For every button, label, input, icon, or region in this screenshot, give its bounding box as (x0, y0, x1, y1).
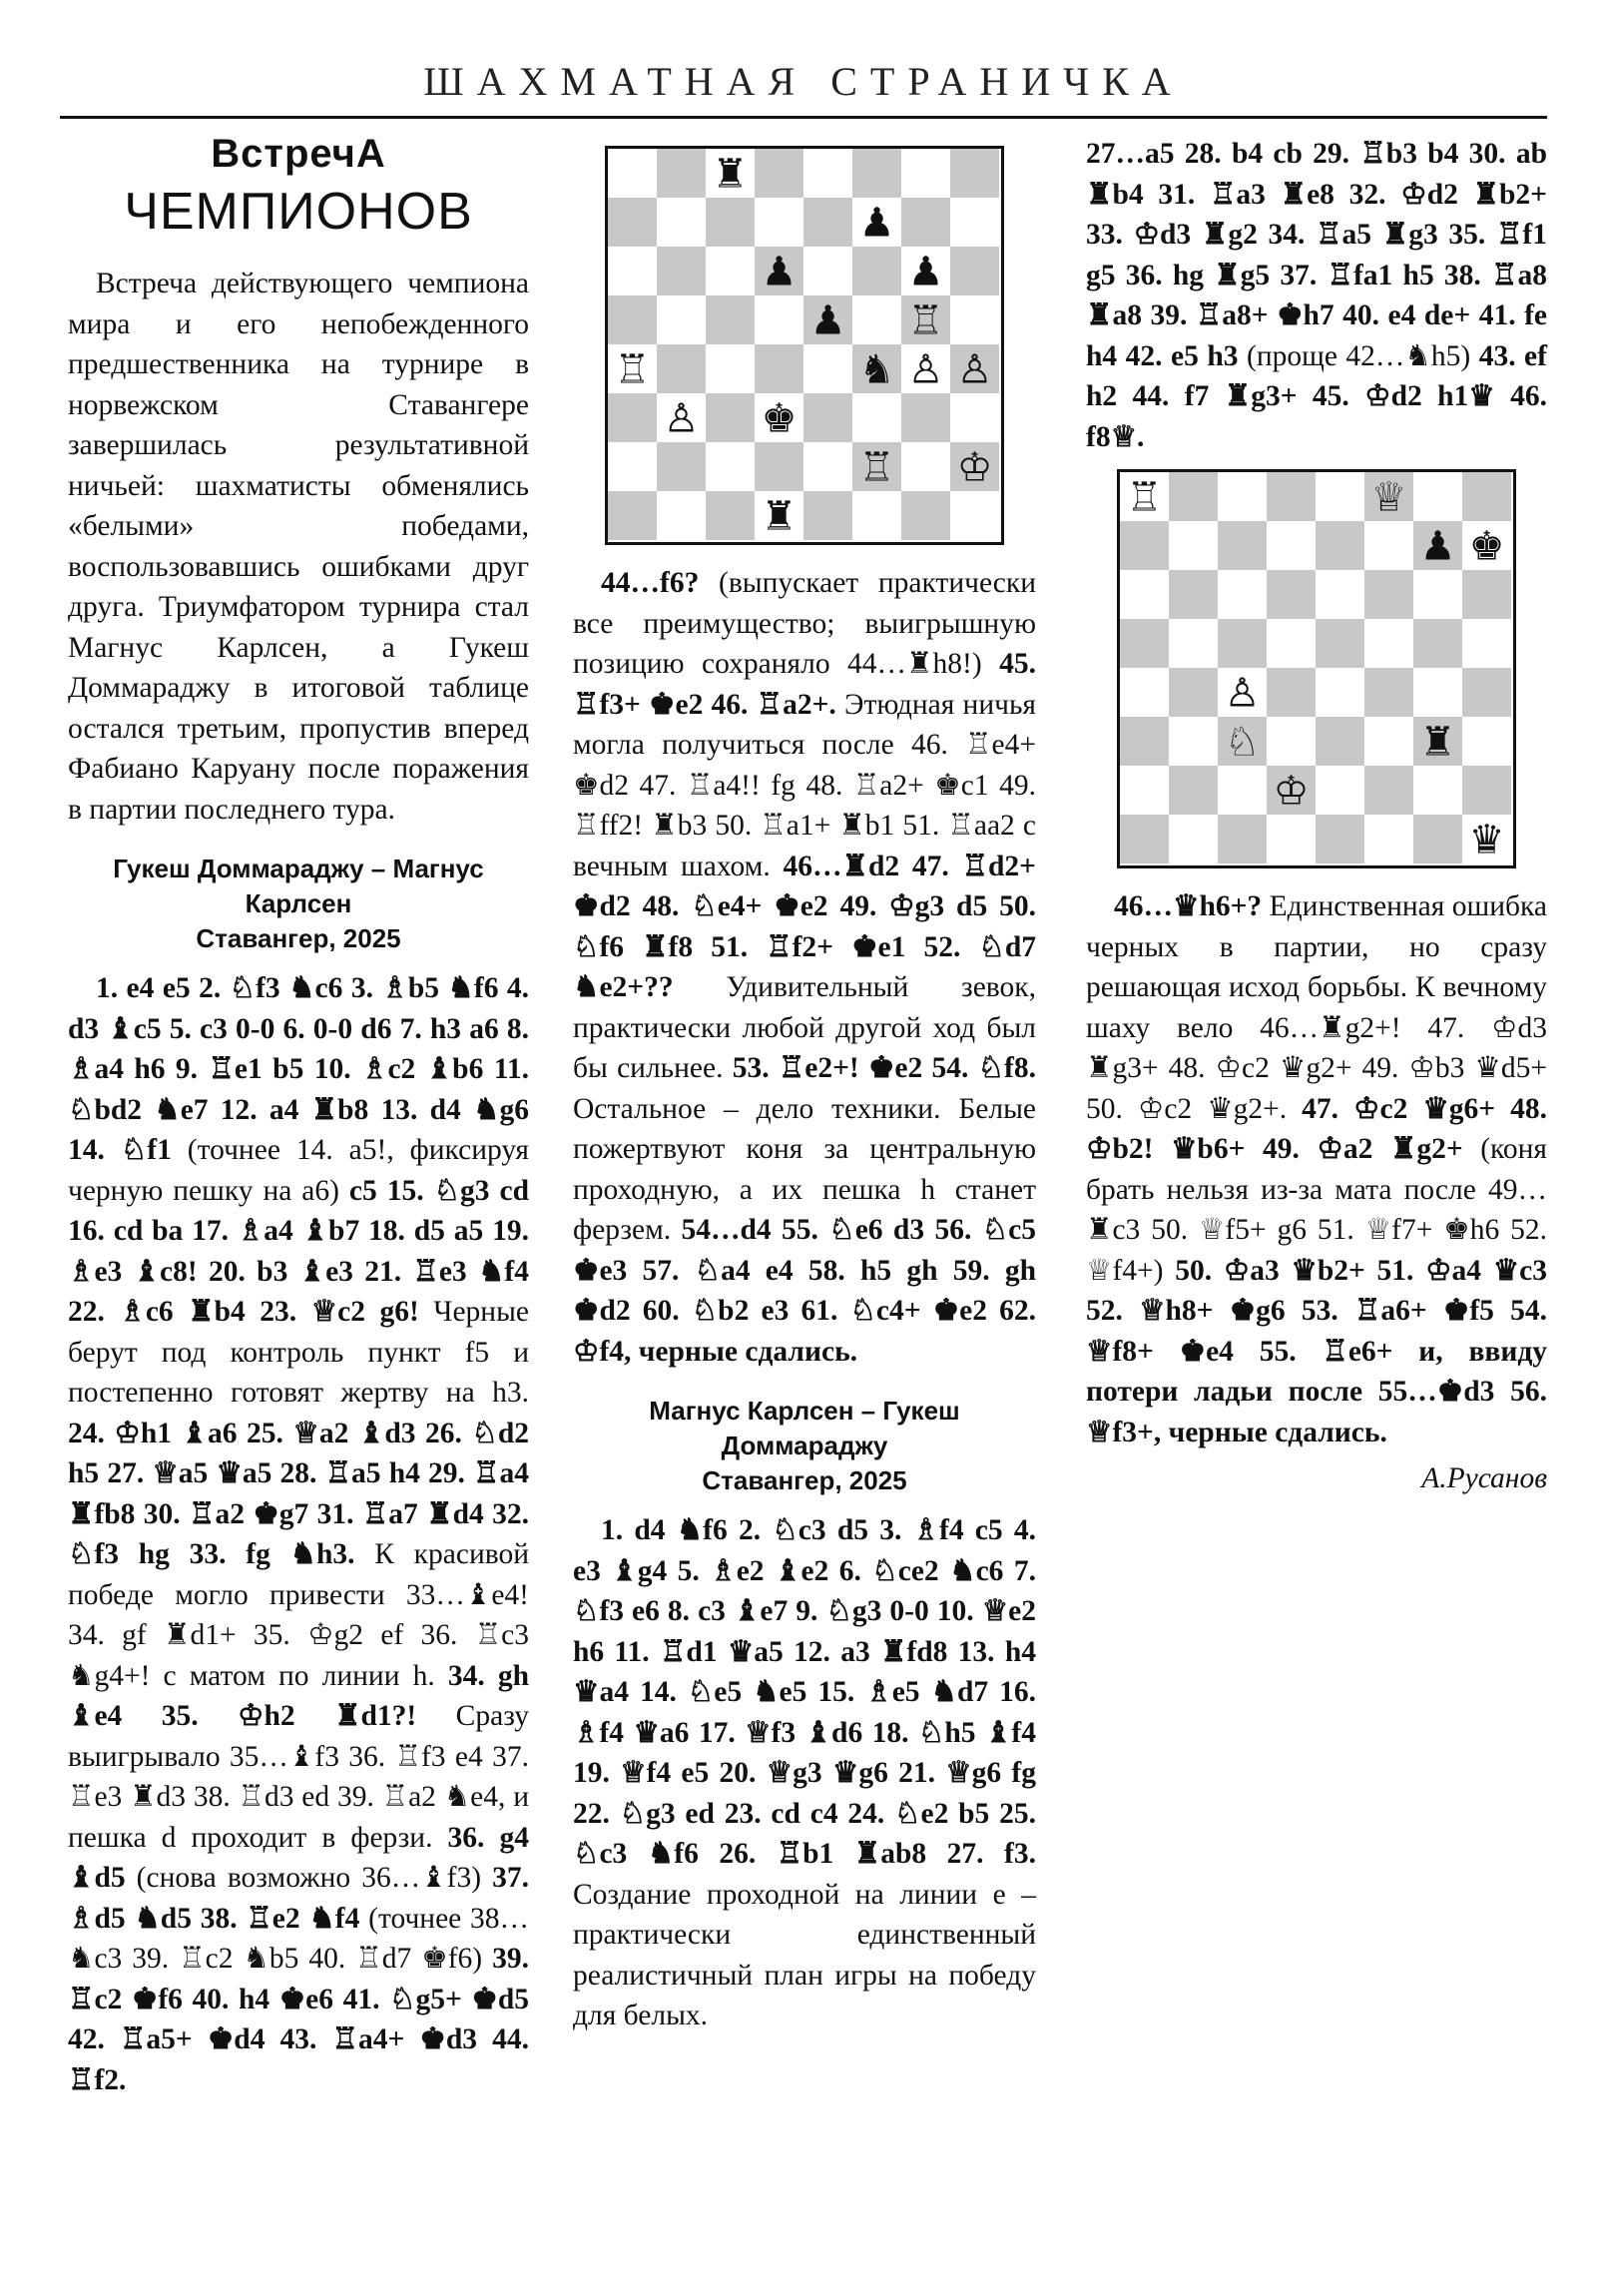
board-square (1267, 815, 1316, 863)
board-square (803, 247, 852, 295)
game1-text-part1 (68, 968, 529, 2100)
board-square (1218, 766, 1267, 815)
game1-moves: 46…♜d2 47. ♖d2+ ♚d2 48. ♘e4+ ♚e2 49. ♔g3 d5 50. ♘f6 ♜f8 51. ♖f2+ ♚e1 52. ♘d7 ♞e2+?? (573, 850, 1036, 1003)
board-square (1316, 472, 1364, 521)
chess-piece: ♙ (907, 346, 944, 393)
game2-comment: Создание проходной на линии e – практически единственный реалистичный план игры на победу для белых. (573, 1878, 1036, 2031)
chess-piece: ♙ (956, 346, 993, 393)
board-square (608, 393, 657, 442)
board-square (1218, 815, 1267, 863)
board-square (1218, 570, 1267, 619)
board-square (1316, 766, 1364, 815)
board-square (803, 393, 852, 442)
board-square (852, 247, 901, 295)
chess-diagram-1 (605, 146, 1004, 545)
game1-comment: Сразу выигрывало 35…♝f3 36. ♖f3 e4 37. ♖e3 ♜d3 38. ♖d3 ed 39. ♖a2 ♞e4, и пешка d проходит в ферзи. (68, 1700, 529, 1854)
board-square (1413, 619, 1462, 668)
board-square (901, 198, 950, 247)
board-square (755, 295, 803, 344)
board-square (1267, 717, 1316, 766)
game1-place: Ставангер, 2025 (196, 923, 401, 953)
board-square (1462, 472, 1511, 521)
game2-moves: 47. ♔c2 ♛g6+ 48. ♔b2! ♛b6+ 49. ♔a2 ♜g2+ (1086, 1092, 1548, 1165)
board-square (1413, 570, 1462, 619)
article-title-line1: ВстречА (211, 132, 386, 176)
board-square (950, 149, 999, 198)
chess-piece: ♛ (1468, 817, 1505, 863)
board-square (1462, 619, 1511, 668)
chess-diagram-2 (1117, 469, 1516, 868)
game1-comment: (выпускает практически все преимущество; выигрышную позицию сохраняло 44…♜h8!) (573, 567, 1036, 680)
game1-comment: (точнее 14. a5!, фиксируя черную пешку на a6) (68, 1134, 529, 1207)
game2-place: Ставангер, 2025 (702, 1465, 907, 1495)
game1-comment: Удивительный зевок, практически любой другой ход был бы сильнее. (573, 971, 1036, 1084)
board-square (1316, 570, 1364, 619)
board-square (657, 198, 706, 247)
board-square (1169, 570, 1218, 619)
board-square (1169, 766, 1218, 815)
board-square (657, 247, 706, 295)
game2-moves: 43. ef h2 44. f7 ♜g3+ 45. ♔d2 h1♛ 46. f8♕. (1086, 339, 1547, 453)
article-title-line2: ЧЕМПИОНОВ (124, 183, 473, 241)
board-square (1364, 815, 1413, 863)
game1-comment: (снова возможно 36…♝f3) (125, 1862, 493, 1894)
game1-comment: Остальное – дело техники. Белые пожертвуют коня за центральную проходную, а их пешка h станет ферзем. (573, 1092, 1036, 1246)
board-square (608, 491, 657, 540)
board-square (1413, 815, 1462, 863)
board-square (706, 491, 755, 540)
chess-piece: ♟ (761, 249, 798, 295)
column-3 (1086, 134, 1547, 1499)
board-square (706, 393, 755, 442)
board-square (1169, 521, 1218, 570)
board-square (1267, 472, 1316, 521)
game2-text-part2 (1086, 134, 1547, 457)
board-square (1218, 521, 1267, 570)
chess-piece: ♜ (712, 151, 749, 198)
board-square (803, 149, 852, 198)
author-signature: А.Русанов (1421, 1462, 1547, 1494)
article-title (68, 132, 529, 241)
board-square (852, 295, 901, 344)
board-square (901, 491, 950, 540)
page-header: ШАХМАТНАЯ СТРАНИЧКА (423, 59, 1184, 104)
board-square (1316, 717, 1364, 766)
board-square (950, 393, 999, 442)
board-square (1218, 619, 1267, 668)
board-square (1169, 717, 1218, 766)
chess-piece: ♖ (907, 297, 944, 344)
board-square (608, 295, 657, 344)
game1-moves: 45. ♖f3+ ♚e2 46. ♖a2+. (573, 648, 1036, 721)
chess-piece: ♖ (1126, 474, 1163, 521)
board-square (852, 393, 901, 442)
board-square (950, 491, 999, 540)
board-square (1364, 521, 1413, 570)
game1-moves: 54…d4 55. ♘e6 d3 56. ♘c5 ♚e3 57. ♘a4 e4 58. h5 gh 59. gh ♚d2 60. ♘b2 e3 61. ♘c4+ ♚e2 62. ♔f4, черные сдались. (573, 1214, 1036, 1368)
board-square (1169, 472, 1218, 521)
board-square (1364, 766, 1413, 815)
column-1 (68, 134, 529, 2100)
game2-moves: 1. d4 ♞f6 2. ♘c3 d5 3. ♗f4 c5 4. e3 ♝g4 5. ♗e2 ♝e2 6. ♘ce2 ♞c6 7. ♘f3 e6 8. c3 ♝e7 9. ♘g3 0-0 10. ♕e2 h6 11. ♖d1 ♛a5 12. a3 ♜fd8 13. h4 ♛a4 14. ♘e5 ♞e5 15. ♗e5 ♞d7 16. ♗f4 ♛a6 17. ♕f3 ♝d6 18. ♘h5 ♝f4 19. ♕f4 e5 20. ♕g3 ♛g6 21. ♕g6 fg 22. ♘g3 ed 23. cd c4 24. ♘e2 b5 25. ♘c3 ♞f6 26. ♖b1 ♜ab8 27. f3. (573, 1514, 1036, 1870)
board-square (1364, 717, 1413, 766)
chess-piece: ♖ (614, 346, 651, 393)
board-square (1120, 766, 1169, 815)
game1-moves: 24. ♔h1 ♝a6 25. ♕a2 ♝d3 26. ♘d2 h5 27. ♕a5 ♛a5 28. ♖a5 h4 29. ♖a4 ♜fb8 30. ♖a2 ♚g7 31. ♖a7 ♜d4 32. ♘f3 hg 33. fg ♞h3. (68, 1417, 529, 1570)
board-square (657, 442, 706, 491)
board-square (608, 442, 657, 491)
board-square (803, 198, 852, 247)
board-square (1462, 570, 1511, 619)
board-square (1413, 668, 1462, 717)
board-square (1267, 668, 1316, 717)
board-square (706, 247, 755, 295)
game1-comment: Этюдная ничья могла получиться после 46. ♖e4+ ♚d2 47. ♖a4!! fg 48. ♖a2+ ♚c1 49. ♖ff2! ♜b3 50. ♖a1+ ♜b1 51. ♖aa2 с вечным шахом. (573, 688, 1036, 882)
game1-moves: 39. ♖c2 ♚f6 40. h4 ♚e6 41. ♘g5+ ♚d5 42. ♖a5+ ♚d4 43. ♖a4+ ♚d3 44. ♖f2. (68, 1943, 529, 2096)
board-square (1413, 766, 1462, 815)
board-square (1462, 668, 1511, 717)
chess-piece: ♟ (858, 200, 895, 247)
game2-text-part3 (1086, 886, 1547, 1452)
board-square (901, 149, 950, 198)
board-square (950, 198, 999, 247)
chess-piece: ♞ (858, 346, 895, 393)
game2-players: Магнус Карлсен – Гукеш Доммараджу (649, 1396, 960, 1460)
game1-comment: Черные берут под контроль пункт f5 и постепенно готовят жертву на h3. (68, 1296, 530, 1409)
board-square (755, 344, 803, 393)
board-square (1169, 668, 1218, 717)
chess-piece: ♙ (663, 395, 700, 442)
board-square (608, 247, 657, 295)
game2-comment: (проще 42…♞h5) (1238, 339, 1479, 372)
board-square (1364, 668, 1413, 717)
game1-text-part2 (573, 563, 1036, 1372)
board-square (1316, 668, 1364, 717)
board-square (1316, 815, 1364, 863)
board-square (657, 344, 706, 393)
board-square (1267, 570, 1316, 619)
chess-piece: ♙ (1224, 670, 1261, 717)
board-square (657, 295, 706, 344)
board-square (608, 198, 657, 247)
game2-heading (573, 1394, 1036, 1498)
game1-moves: 36. g4 ♝d5 (68, 1821, 529, 1894)
game1-moves: 53. ♖e2+! ♚e2 54. ♘f8. (732, 1052, 1036, 1084)
chess-piece: ♔ (1273, 768, 1310, 815)
game1-players: Гукеш Доммараджу – Магнус Карлсен (113, 854, 484, 918)
board-square (706, 442, 755, 491)
board-square (901, 442, 950, 491)
column-2 (573, 134, 1036, 2036)
board-square (1120, 815, 1169, 863)
board-square (755, 149, 803, 198)
chess-piece: ♟ (809, 297, 846, 344)
chess-piece: ♕ (1370, 474, 1407, 521)
chess-piece: ♟ (907, 249, 944, 295)
board-square (706, 344, 755, 393)
board-square (1316, 521, 1364, 570)
board-square (901, 393, 950, 442)
board-square (1267, 521, 1316, 570)
board-square (852, 491, 901, 540)
board-square (755, 198, 803, 247)
board-square (803, 344, 852, 393)
board-square (608, 149, 657, 198)
game2-comment: Единственная ошибка черных в партии, но сразу решающая исход борьбы. К вечному шаху вело 46…♜g2+! 47. ♔d3 ♜g3+ 48. ♔c2 ♛g2+ 49. ♔b3 ♛d5+ 50. ♔c2 ♛g2+. (1086, 890, 1547, 1125)
game1-moves: c5 15. ♘g3 cd 16. cd ba 17. ♗a4 ♝b7 18. d5 a5 19. ♗e3 ♝c8! 20. b3 ♝e3 21. ♖e3 ♞f4 22. ♗c6 ♜b4 23. ♕c2 g6! (68, 1174, 529, 1328)
game1-comment: (точнее 38…♞c3 39. ♖c2 ♞b5 40. ♖d7 ♚f6) (68, 1902, 530, 1975)
chess-piece: ♟ (1419, 523, 1456, 570)
board-square (1462, 717, 1511, 766)
board-square (1169, 815, 1218, 863)
board-square (706, 295, 755, 344)
board-square (1120, 570, 1169, 619)
header-rule (60, 116, 1547, 119)
board-square (1120, 717, 1169, 766)
chess-piece: ♘ (1224, 719, 1261, 766)
game1-heading (68, 852, 529, 956)
board-square (706, 198, 755, 247)
chess-piece: ♚ (761, 395, 798, 442)
chess-piece: ♜ (1419, 719, 1456, 766)
game2-text-part1 (573, 1510, 1036, 2036)
board-square (803, 491, 852, 540)
board-square (803, 442, 852, 491)
board-square (950, 295, 999, 344)
board-square (1267, 619, 1316, 668)
game1-moves: 44…f6? (601, 567, 700, 599)
chess-piece: ♚ (1468, 523, 1505, 570)
chess-piece: ♔ (956, 444, 993, 491)
game1-comment: К красивой победе могло привести 33…♝e4! 34. gf ♜d1+ 35. ♔g2 ef 36. ♖c3 ♞g4+! с матом по линии h. (68, 1538, 529, 1692)
board-square (1364, 570, 1413, 619)
board-square (1169, 619, 1218, 668)
game1-moves: 1. e4 e5 2. ♘f3 ♞c6 3. ♗b5 ♞f6 4. d3 ♝c5 5. c3 0-0 6. 0-0 d6 7. h3 a6 8. ♗a4 h6 9. ♖e1 b5 10. ♗c2 ♝b6 11. ♘bd2 ♞e7 12. a4 ♜b8 13. d4 ♞g6 14. ♘f1 (68, 972, 529, 1166)
game2-moves: 50. ♔a3 ♛b2+ 51. ♔a4 ♛c3 52. ♕h8+ ♚g6 53. ♖a6+ ♚f5 54. ♕f8+ ♚e4 55. ♖e6+ и, ввиду потери ладьи после 55…♚d3 56. ♕f3+, черные сдались. (1086, 1254, 1547, 1448)
game2-moves: 46…♛h6+? (1114, 890, 1263, 922)
board-square (1316, 619, 1364, 668)
chess-piece: ♖ (858, 444, 895, 491)
board-square (1120, 668, 1169, 717)
game2-moves: 27…a5 28. b4 cb 29. ♖b3 b4 30. ab ♜b4 31. ♖a3 ♜e8 32. ♔d2 ♜b2+ 33. ♔d3 ♜g2 34. ♖a5 ♜g3 35. ♖f1 g5 36. hg ♜g5 37. ♖fa1 h5 38. ♖a8 ♜a8 39. ♖a8+ ♚h7 40. e4 de+ 41. fe h4 42. e5 h3 (1086, 138, 1547, 372)
board-square (1413, 472, 1462, 521)
game1-moves: 37. ♗d5 ♞d5 38. ♖e2 ♞f4 (68, 1862, 529, 1935)
game1-moves: 34. gh ♝e4 35. ♔h2 ♜d1?! (68, 1659, 529, 1732)
board-square (1462, 766, 1511, 815)
board-square (1218, 472, 1267, 521)
chess-piece: ♜ (761, 493, 798, 540)
board-square (852, 149, 901, 198)
board-square (1120, 619, 1169, 668)
game2-comment: (коня брать нельзя из-за мата после 49…♜c3 50. ♕f5+ g6 51. ♕f7+ ♚h6 52. ♕f4+) (1086, 1133, 1547, 1287)
board-square (755, 442, 803, 491)
board-square (1364, 619, 1413, 668)
board-square (1120, 521, 1169, 570)
board-square (950, 247, 999, 295)
board-square (657, 491, 706, 540)
board-square (657, 149, 706, 198)
article-intro: Встреча действующего чемпиона мира и его непобежденного предшественника на турнире в норвежском Ставангере завершилась результативной ничьей: шахматисты обменялись «белыми» победами, воспользовавшись ошибками друг друга. Триумфатором турнира стал Магнус Карлсен, а Гукеш Доммараджу в итоговой таблице остался третьим, пропустив вперед Фабиано Каруану после поражения в партии последнего тура. (68, 268, 529, 826)
